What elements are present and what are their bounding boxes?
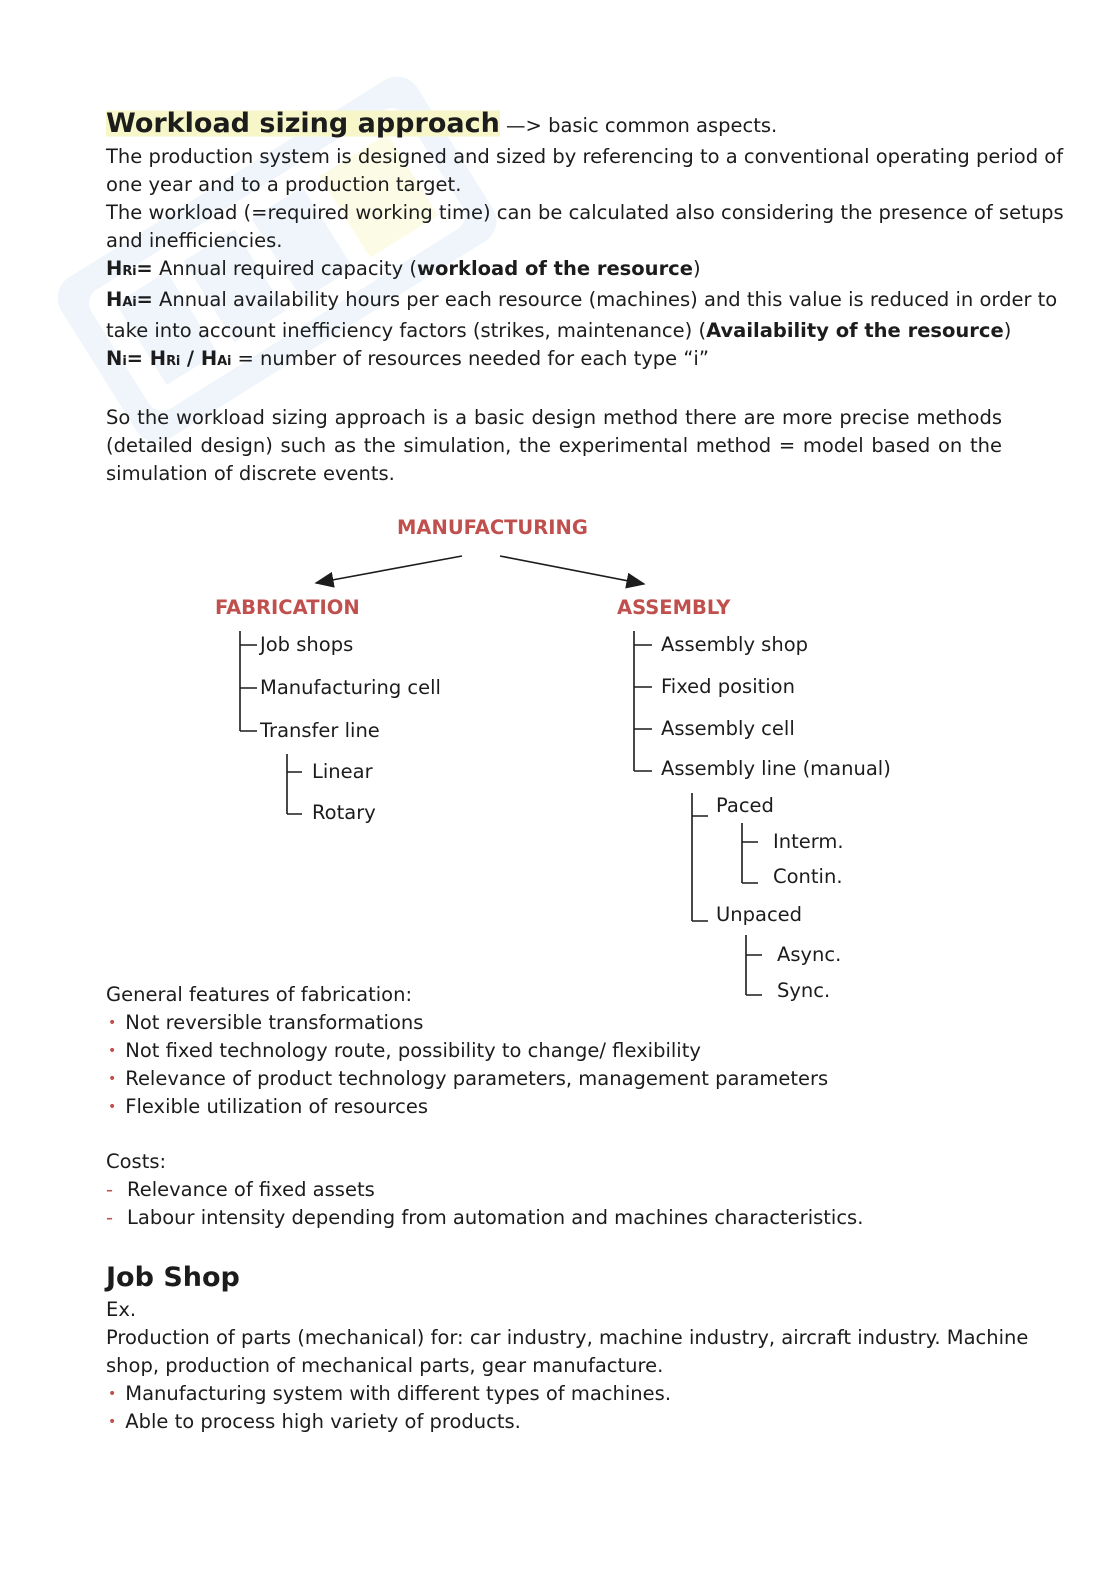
bullet-icon: • xyxy=(108,1099,117,1115)
list-item xyxy=(106,1204,1002,1232)
list-item-text: Able to process high variety of products. xyxy=(125,1410,521,1433)
tree-item-job-shops: Job shops xyxy=(260,633,354,656)
section-title-suffix: —> basic common aspects. xyxy=(499,114,778,137)
root-manufacturing: MANUFACTURING xyxy=(397,516,588,539)
transfer-line-bracket xyxy=(287,754,302,814)
assembly-bracket xyxy=(634,631,652,771)
list-item-text: Relevance of product technology parameters, management parameters xyxy=(125,1067,829,1090)
list-item xyxy=(106,1176,1002,1204)
category-assembly: ASSEMBLY xyxy=(617,596,731,619)
tree-item-async: Async. xyxy=(777,943,842,966)
tree-item-assembly-shop: Assembly shop xyxy=(661,633,809,656)
intro-para1-line2: one year and to a production target. xyxy=(106,173,462,196)
ni-formula: Ni= HRi / HAi xyxy=(106,347,232,370)
dash-icon: - xyxy=(106,1206,114,1229)
hr-label: HRi= xyxy=(106,257,153,280)
tree-item-fixed-position: Fixed position xyxy=(661,675,795,698)
intro-para3-line1: So the workload sizing approach is a basic design method there are more precise methods xyxy=(106,406,1002,429)
assembly-line-bracket xyxy=(692,793,708,921)
tree-item-paced: Paced xyxy=(716,794,774,817)
tree-item-interm: Interm. xyxy=(773,830,844,853)
list-item xyxy=(106,1065,829,1093)
hr-text: Annual required capacity ( xyxy=(152,257,417,280)
tree-item-assembly-cell: Assembly cell xyxy=(661,717,795,740)
tree-item-unpaced: Unpaced xyxy=(716,903,803,926)
list-item-text: Flexible utilization of resources xyxy=(125,1095,428,1118)
bullet-icon: • xyxy=(108,1386,117,1402)
list-item-text: Manufacturing system with different types of machines. xyxy=(125,1382,672,1405)
bullet-icon: • xyxy=(108,1414,117,1430)
tree-item-sync: Sync. xyxy=(777,979,831,1002)
tree-item-linear: Linear xyxy=(312,760,373,783)
tree-item-contin: Contin. xyxy=(773,865,843,888)
ha-bold: Availability of the resource xyxy=(706,319,1004,342)
list-item xyxy=(106,1408,1002,1436)
tree-item-manufacturing-cell: Manufacturing cell xyxy=(260,676,441,699)
dash-icon: - xyxy=(106,1178,114,1201)
fabrication-bracket xyxy=(240,631,257,731)
tree-item-transfer-line: Transfer line xyxy=(260,719,380,742)
job-shop-ex: Ex. xyxy=(106,1298,137,1321)
category-fabrication: FABRICATION xyxy=(215,596,360,619)
job-shop-title: Job Shop xyxy=(106,1262,240,1293)
section-title: Workload sizing approach xyxy=(106,108,500,139)
bullet-icon: • xyxy=(108,1071,117,1087)
ha-label: HAi= xyxy=(106,288,153,311)
bullet-icon: • xyxy=(108,1043,117,1059)
list-item xyxy=(106,1037,806,1065)
tree-item-assembly-line: Assembly line (manual) xyxy=(661,757,891,780)
intro-para3-line3: simulation of discrete events. xyxy=(106,462,395,485)
bullet-icon: • xyxy=(108,1015,117,1031)
list-item-text: Not fixed technology route, possibility to change/ flexibility xyxy=(125,1039,701,1062)
list-item xyxy=(106,1380,1002,1408)
list-item xyxy=(106,1093,806,1121)
list-item xyxy=(106,1009,806,1037)
costs-section xyxy=(106,1148,1002,1232)
ha-text: Annual availability hours per each resource (machines) and this value is reduced in order to xyxy=(152,288,1058,311)
hr-close: ) xyxy=(692,257,701,280)
costs-heading: Costs: xyxy=(106,1150,167,1173)
job-shop-section xyxy=(106,1260,1029,1436)
intro-para2-line2: and inefficiencies. xyxy=(106,229,283,252)
list-item-text: Relevance of fixed assets xyxy=(127,1178,375,1201)
intro-para1-line1: The production system is designed and sized by referencing to a conventional operating period of xyxy=(106,145,1064,168)
features-heading: General features of fabrication: xyxy=(106,983,413,1006)
hr-bold: workload of the resource xyxy=(416,257,693,280)
paced-bracket xyxy=(742,823,758,883)
intro-para3-line2: (detailed design) such as the simulation, the experimental method = model based on the xyxy=(106,434,1002,457)
ni-text: = number of resources needed for each type “i” xyxy=(231,347,709,370)
list-item-text: Not reversible transformations xyxy=(125,1011,424,1034)
arrow-to-assembly xyxy=(500,556,644,584)
arrow-to-fabrication xyxy=(316,556,462,583)
intro-para2-line1: The workload (=required working time) can be calculated also considering the presence of setups xyxy=(106,201,1064,224)
tree-item-rotary: Rotary xyxy=(312,801,376,824)
job-shop-para-line2: shop, production of mechanical parts, gear manufacture. xyxy=(106,1354,664,1377)
ha-text-2: take into account inefficiency factors (strikes, maintenance) ( xyxy=(106,319,707,342)
ha-close: ) xyxy=(1003,319,1012,342)
job-shop-para-line1: Production of parts (mechanical) for: car industry, machine industry, aircraft industry. Machine xyxy=(106,1326,1029,1349)
list-item-text: Labour intensity depending from automation and machines characteristics. xyxy=(127,1206,864,1229)
